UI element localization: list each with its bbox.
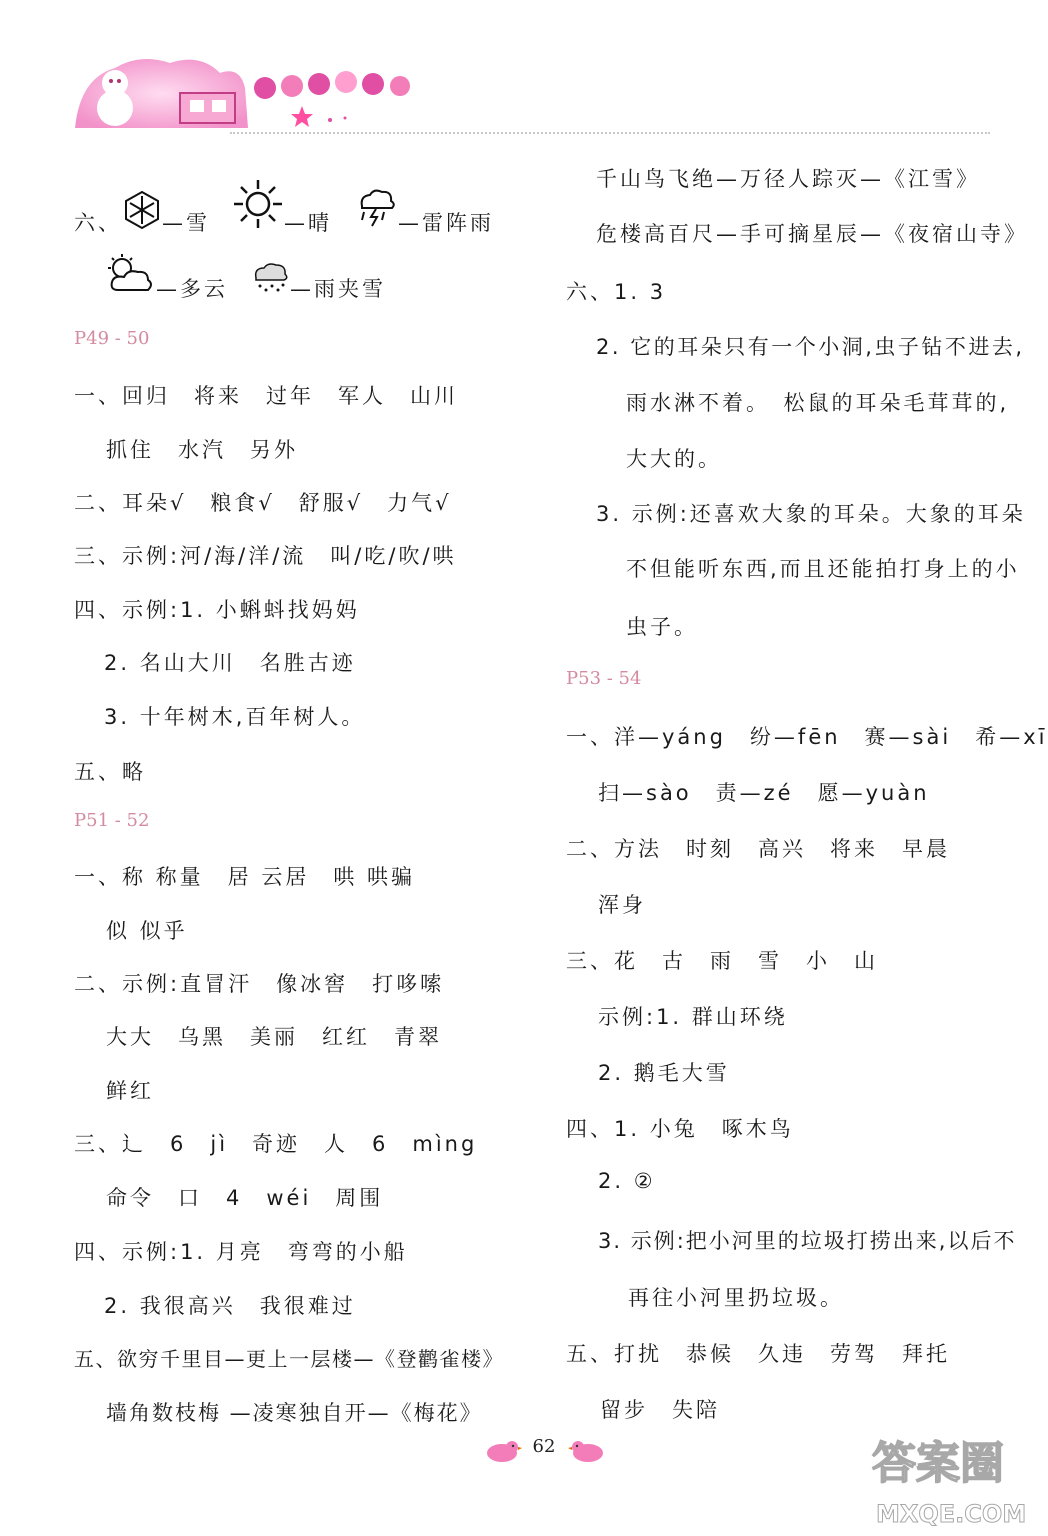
watermark-logo xyxy=(868,1418,1038,1530)
answer-line: 二、方法 时刻 高兴 将来 早晨 xyxy=(566,837,950,861)
answer-line: 五、欲穷千里目—更上一层楼—《登鹳雀楼》 xyxy=(74,1347,504,1371)
header-snowman-banner xyxy=(70,48,420,140)
bird-left-icon xyxy=(482,1438,522,1464)
answer-line: 墙角数枝梅 —凌寒独自开—《梅花》 xyxy=(106,1401,483,1425)
section-p51-52: P51 - 52 xyxy=(74,810,150,831)
answer-line: 三、示例:河/海/洋/流 叫/吃/吹/哄 xyxy=(74,544,457,568)
answer-line: 大大 乌黑 美丽 红红 青翠 xyxy=(106,1025,442,1049)
weather-line-2 xyxy=(104,252,386,303)
snowflake-icon xyxy=(122,190,162,230)
answer-line: 三、辶 6 jì 奇迹 人 6 mìng xyxy=(74,1132,478,1156)
weather-line-1 xyxy=(74,178,494,237)
weather-prefix: 六、 xyxy=(74,211,122,235)
watermark-url: MXQE.COM xyxy=(876,1500,1027,1528)
answer-line: 雨水淋不着。 松鼠的耳朵毛茸茸的, xyxy=(626,391,1010,415)
bird-right-icon xyxy=(568,1438,608,1464)
header-divider xyxy=(230,132,990,134)
answer-line: 3. 示例:还喜欢大象的耳朵。大象的耳朵 xyxy=(596,502,1026,526)
answer-line: 五、打扰 恭候 久违 劳驾 拜托 xyxy=(566,1342,950,1366)
answer-line: 似 似乎 xyxy=(106,919,188,943)
thunderstorm-icon xyxy=(354,186,398,230)
answer-line: 抓住 水汽 另外 xyxy=(106,438,298,462)
answer-line: 危楼高百尺—手可摘星辰—《夜宿山寺》 xyxy=(596,222,1028,246)
answer-line: 示例:1. 群山环绕 xyxy=(598,1005,788,1029)
answer-line: 一、回归 将来 过年 军人 山川 xyxy=(74,384,458,408)
answer-line: 四、示例:1. 小蝌蚪找妈妈 xyxy=(74,598,360,622)
answer-line: 一、称 称量 居 云居 哄 哄骗 xyxy=(74,865,416,889)
answer-line: 扫—sào 责—zé 愿—yuàn xyxy=(598,781,930,805)
answer-line: 四、示例:1. 月亮 弯弯的小船 xyxy=(74,1240,408,1264)
answer-line: 命令 口 4 wéi 周围 xyxy=(106,1186,384,1210)
watermark-title: 答案圈 xyxy=(872,1438,1004,1489)
answer-line: 一、洋—yáng 纷—fēn 赛—sài 希—xī xyxy=(566,725,1048,749)
answer-line: 五、略 xyxy=(74,760,146,784)
answer-line: 三、花 古 雨 雪 小 山 xyxy=(566,949,878,973)
sun-icon xyxy=(232,178,284,230)
answer-line: 2. 我很高兴 我很难过 xyxy=(104,1294,356,1318)
answer-line: 3. 十年树木,百年树人。 xyxy=(104,705,366,729)
section-p53-54: P53 - 54 xyxy=(566,668,642,689)
answer-line: 3. 示例:把小河里的垃圾打捞出来,以后不 xyxy=(598,1229,1017,1253)
answer-line: 2. 它的耳朵只有一个小洞,虫子钻不进去, xyxy=(596,335,1025,359)
answer-line: 二、示例:直冒汗 像冰窖 打哆嗦 xyxy=(74,972,445,996)
sleet-label: —雨夹雪 xyxy=(290,277,386,301)
partly-cloudy-icon xyxy=(104,252,156,296)
cloudy-label: —多云 xyxy=(156,277,228,301)
answer-line: 2. 鹅毛大雪 xyxy=(598,1061,730,1085)
answer-line: 2. 名山大川 名胜古迹 xyxy=(104,651,356,675)
answer-line: 千山鸟飞绝—万径人踪灭—《江雪》 xyxy=(596,167,980,191)
sunny-label: —晴 xyxy=(284,211,332,235)
section-p49-50: P49 - 50 xyxy=(74,328,150,349)
answer-line: 二、耳朵√ 粮食√ 舒服√ 力气√ xyxy=(74,491,452,515)
answer-line: 不但能听东西,而且还能拍打身上的小 xyxy=(626,557,1020,581)
answer-line: 再往小河里扔垃圾。 xyxy=(628,1286,844,1310)
answer-line: 鲜红 xyxy=(106,1079,154,1103)
answer-line: 2. ② xyxy=(598,1169,656,1193)
snow-label: —雪 xyxy=(162,211,210,235)
thunderstorm-label: —雷阵雨 xyxy=(398,211,494,235)
answer-line: 大大的。 xyxy=(626,447,722,471)
page-number: 62 xyxy=(532,1436,556,1457)
answer-line: 六、1. 3 xyxy=(566,280,667,304)
answer-line: 虫子。 xyxy=(626,615,698,639)
answer-line: 留步 失陪 xyxy=(600,1398,720,1422)
answer-line: 浑身 xyxy=(598,893,646,917)
sleet-icon xyxy=(250,260,290,296)
answer-line: 四、1. 小兔 啄木鸟 xyxy=(566,1117,794,1141)
